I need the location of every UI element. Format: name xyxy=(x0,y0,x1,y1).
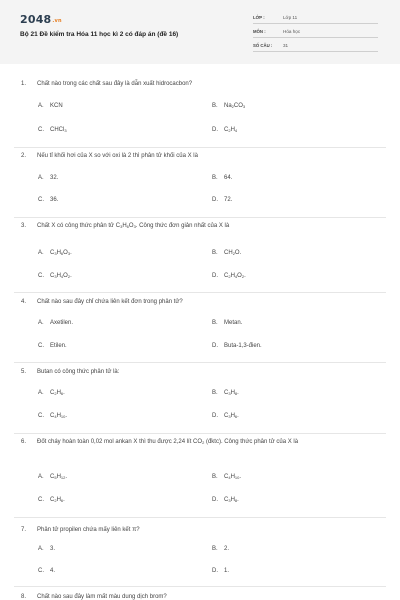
option-text: $C_4H_{10}$. xyxy=(50,413,68,419)
option-letter: A. xyxy=(38,175,44,181)
question-divider xyxy=(14,517,386,518)
option-text: $CH_2O$. xyxy=(224,250,242,256)
option-text: $C_2H_6$. xyxy=(50,497,65,503)
option-text: $C_5H_{12}$. xyxy=(50,474,68,480)
option-7d[interactable] xyxy=(212,568,229,574)
question-text: Chất X có công thức phân tử $C_3H_6O_3$. Công thức đơn giản nhất của X là xyxy=(37,223,230,229)
question-text: Butan có công thức phân tử là: xyxy=(37,369,120,375)
option-letter: D. xyxy=(212,497,218,503)
logo-text: 2048 xyxy=(20,13,52,26)
option-text: $C_4H_{10}$. xyxy=(224,474,242,480)
option-text: 64. xyxy=(224,175,233,181)
option-text: CHCl$_3$ xyxy=(50,127,67,133)
option-letter: C. xyxy=(38,273,44,279)
option-text: $C_3H_8$. xyxy=(224,390,239,396)
option-1c[interactable] xyxy=(38,127,67,133)
option-3c[interactable] xyxy=(38,273,72,279)
option-1b[interactable] xyxy=(212,103,245,109)
option-text: $C_2H_4$ xyxy=(224,127,238,133)
question-divider xyxy=(14,217,386,218)
option-letter: A. xyxy=(38,546,44,552)
option-6c[interactable] xyxy=(38,497,65,503)
option-3b[interactable] xyxy=(212,250,241,256)
option-letter: D. xyxy=(212,568,218,574)
option-7c[interactable] xyxy=(38,568,55,574)
document-header xyxy=(0,0,400,64)
option-letter: D. xyxy=(212,197,218,203)
option-letter: B. xyxy=(212,175,218,181)
option-2a[interactable] xyxy=(38,175,58,181)
option-text: $C_2H_6$. xyxy=(50,390,65,396)
option-5b[interactable] xyxy=(212,390,239,396)
option-text: Buta-1,3-đien. xyxy=(224,343,262,349)
option-letter: D. xyxy=(212,127,218,133)
question-divider xyxy=(14,362,386,363)
option-text: $C_3H_4O_2$. xyxy=(50,273,72,279)
question-text: Nếu tỉ khối hơi của X so với oxi là 2 thì phân tử khối của X là xyxy=(37,153,198,159)
option-text: 4. xyxy=(50,568,56,574)
question-number: 1. xyxy=(21,81,27,87)
option-4a[interactable] xyxy=(38,320,73,326)
option-text: $C_2H_4O_2$. xyxy=(224,273,246,279)
option-3d[interactable] xyxy=(212,273,246,279)
option-text: KCN xyxy=(50,103,63,109)
option-2b[interactable] xyxy=(212,175,232,181)
question-7 xyxy=(21,526,140,535)
question-1 xyxy=(21,80,192,89)
question-5 xyxy=(21,368,119,377)
question-text: Đốt cháy hoàn toàn 0,02 mol ankan X thì thu được 2,24 lít $CO_2$ (đktc). Công thức phân tử của X là xyxy=(37,439,299,445)
option-4b[interactable] xyxy=(212,320,242,326)
option-2c[interactable] xyxy=(38,197,58,203)
option-text: Etilen. xyxy=(50,343,67,349)
option-text: $C_3H_6O_3$. xyxy=(50,250,72,256)
option-letter: B. xyxy=(212,103,218,109)
question-2 xyxy=(21,152,198,161)
option-letter: B. xyxy=(212,546,218,552)
meta-subject-label: MÔN : xyxy=(253,29,266,34)
question-divider xyxy=(14,586,386,587)
question-text: Chất nào sau đây chỉ chứa liên kết đơn trong phân tử? xyxy=(37,299,183,305)
meta-class-value: Lớp 11 xyxy=(283,15,298,20)
option-text: $C_3H_6$. xyxy=(224,413,239,419)
option-text: Axetilen. xyxy=(50,320,74,326)
option-text: 3. xyxy=(50,546,56,552)
question-text: Phân tử propilen chứa mấy liên kết π? xyxy=(37,527,140,533)
option-letter: C. xyxy=(38,127,44,133)
option-letter: A. xyxy=(38,320,44,326)
option-2d[interactable] xyxy=(212,197,232,203)
option-text: $C_3H_8$. xyxy=(224,497,239,503)
question-3 xyxy=(21,222,229,231)
question-6 xyxy=(21,438,376,447)
site-logo[interactable] xyxy=(20,13,62,26)
option-letter: D. xyxy=(212,273,218,279)
question-divider xyxy=(14,433,386,434)
option-letter: B. xyxy=(212,320,218,326)
option-4d[interactable] xyxy=(212,343,262,349)
meta-count-value: 31 xyxy=(283,43,289,48)
option-7b[interactable] xyxy=(212,546,229,552)
option-6b[interactable] xyxy=(212,474,241,480)
meta-class-row xyxy=(253,13,378,24)
option-5d[interactable] xyxy=(212,413,239,419)
option-text: Metan. xyxy=(224,320,243,326)
question-4 xyxy=(21,298,183,307)
question-8 xyxy=(21,593,167,600)
question-number: 4. xyxy=(21,299,27,305)
meta-count-label: SỐ CÂU : xyxy=(253,43,273,48)
option-letter: D. xyxy=(212,413,218,419)
question-number: 3. xyxy=(21,223,27,229)
option-text: 32. xyxy=(50,175,59,181)
option-5a[interactable] xyxy=(38,390,65,396)
option-6d[interactable] xyxy=(212,497,239,503)
option-3a[interactable] xyxy=(38,250,72,256)
option-text: 72. xyxy=(224,197,233,203)
option-letter: C. xyxy=(38,497,44,503)
option-letter: C. xyxy=(38,413,44,419)
meta-subject-value: Hóa học xyxy=(283,29,301,34)
option-text: 1. xyxy=(224,568,230,574)
question-number: 8. xyxy=(21,594,27,600)
question-number: 5. xyxy=(21,369,27,375)
option-letter: C. xyxy=(38,568,44,574)
meta-count-row xyxy=(253,41,378,52)
option-7a[interactable] xyxy=(38,546,55,552)
document-title: Bộ 21 Đề kiểm tra Hóa 11 học kì 2 có đáp án (đề 16) xyxy=(20,31,179,38)
option-letter: A. xyxy=(38,250,44,256)
document-meta xyxy=(253,13,378,55)
question-number: 6. xyxy=(21,439,27,445)
question-text: Chất nào sau đây làm mất màu dung dịch brom? xyxy=(37,594,167,600)
option-letter: A. xyxy=(38,103,44,109)
option-letter: B. xyxy=(212,250,218,256)
option-letter: D. xyxy=(212,343,218,349)
question-number: 7. xyxy=(21,527,27,533)
meta-subject-row xyxy=(253,27,378,38)
option-letter: C. xyxy=(38,197,44,203)
question-number: 2. xyxy=(21,153,27,159)
option-text: 2. xyxy=(224,546,230,552)
option-4c[interactable] xyxy=(38,343,67,349)
option-5c[interactable] xyxy=(38,413,67,419)
question-divider xyxy=(14,292,386,293)
option-text: $Na_2CO_3$ xyxy=(224,103,246,109)
option-letter: B. xyxy=(212,474,218,480)
option-text: 36. xyxy=(50,197,59,203)
option-6a[interactable] xyxy=(38,474,67,480)
option-1a[interactable] xyxy=(38,103,63,109)
option-letter: A. xyxy=(38,390,44,396)
option-letter: A. xyxy=(38,474,44,480)
question-text: Chất nào trong các chất sau đây là dẫn xuất hidrocacbon? xyxy=(37,81,193,87)
option-1d[interactable] xyxy=(212,127,237,133)
question-divider xyxy=(14,147,386,148)
logo-suffix: .vn xyxy=(52,18,62,24)
option-letter: B. xyxy=(212,390,218,396)
option-letter: C. xyxy=(38,343,44,349)
meta-class-label: LỚP : xyxy=(253,15,265,20)
